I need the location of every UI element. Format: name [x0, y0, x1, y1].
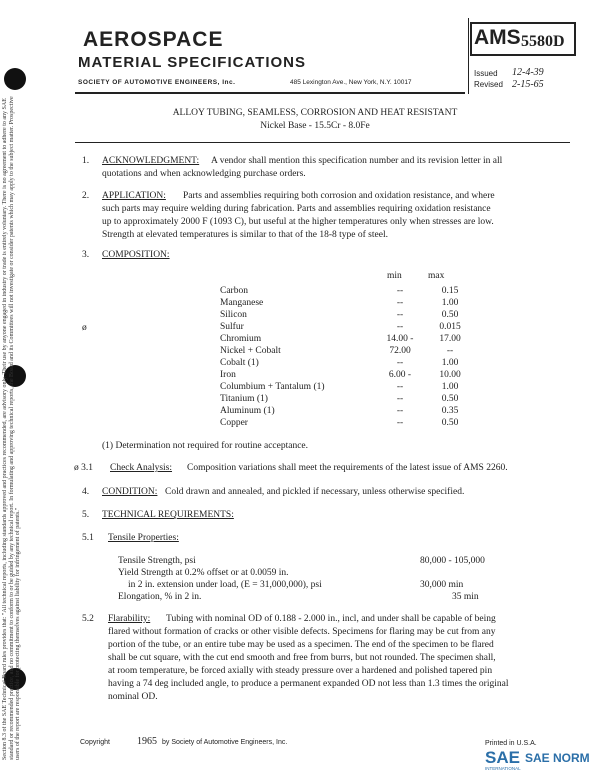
section-5-heading: TECHNICAL REQUIREMENTS: [102, 510, 234, 520]
composition-note: (1) Determination not required for routine acceptance. [102, 441, 309, 451]
section-5-1-number: 5.1 [82, 533, 94, 543]
composition-min: -- [396, 394, 404, 404]
composition-row [220, 370, 470, 382]
section-3-1-text: Composition variations shall meet the requirements of the latest issue of AMS 2260. [187, 463, 508, 473]
composition-element: Iron [220, 370, 236, 380]
footer-copyright: Copyright [80, 739, 110, 746]
section-5-2-number: 5.2 [82, 614, 94, 624]
composition-min: -- [396, 322, 404, 332]
composition-element: Chromium [220, 334, 262, 344]
revision-mark: ø [82, 323, 87, 333]
section-3-1-heading: Check Analysis: [110, 463, 173, 473]
section-5-1-heading: Tensile Properties: [108, 533, 179, 543]
composition-row [220, 394, 470, 406]
composition-min: -- [396, 310, 404, 320]
revised-date: 2-15-65 [512, 79, 544, 90]
composition-min: 14.00 - [386, 334, 414, 344]
society-name: SOCIETY OF AUTOMOTIVE ENGINEERS, Inc. [78, 79, 236, 86]
composition-min: -- [396, 358, 404, 368]
binder-hole [4, 68, 26, 90]
composition-row [220, 382, 470, 394]
section-5-2-line: at room temperature, be forced axially with steady pressure over a hardened and polished tapered pin [108, 666, 493, 676]
society-address: 485 Lexington Ave., New York, N.Y. 10017 [290, 79, 412, 86]
section-3-heading: COMPOSITION: [102, 250, 170, 260]
composition-max: 1.00 [441, 358, 459, 368]
composition-max: 10.00 [439, 370, 461, 380]
section-5-2-heading: Flarability: [108, 614, 151, 624]
composition-max: 17.00 [439, 334, 461, 344]
section-2-heading: APPLICATION: [102, 191, 166, 201]
title-rule [75, 142, 570, 143]
composition-element: Nickel + Cobalt [220, 346, 281, 356]
composition-row [220, 286, 470, 298]
composition-row [220, 418, 470, 430]
section-2-line: Parts and assemblies requiring both corrosion and oxidation resistance, and where [183, 191, 495, 201]
footer-year: 1965 [137, 736, 157, 747]
sae-norm-logo [485, 745, 595, 771]
composition-max: 0.015 [439, 322, 461, 332]
sae-logo-sub: INTERNATIONAL [485, 766, 521, 771]
composition-row [220, 322, 470, 334]
composition-max: 1.00 [441, 298, 459, 308]
composition-max: 1.00 [441, 382, 459, 392]
composition-max: -- [446, 346, 454, 356]
section-4-number: 4. [82, 487, 90, 497]
composition-element: Sulfur [220, 322, 244, 332]
yield-label: Yield Strength at 0.2% offset or at 0.0059 in. [118, 568, 289, 578]
tensile-label: Tensile Strength, psi [118, 556, 196, 566]
section-1-heading: ACKNOWLEDGMENT: [102, 156, 200, 166]
composition-min: -- [396, 418, 404, 428]
composition-row [220, 310, 470, 322]
yield-label-cont: in 2 in. extension under load, (E = 31,000,000), psi [128, 580, 322, 590]
composition-min: -- [396, 298, 404, 308]
composition-element: Cobalt (1) [220, 358, 259, 368]
section-3-number: 3. [82, 250, 90, 260]
composition-element: Silicon [220, 310, 247, 320]
composition-max: 0.15 [441, 286, 459, 296]
composition-min-header: min [387, 271, 402, 281]
section-3-1-number: ø 3.1 [74, 463, 93, 473]
tensile-value: 80,000 - 105,000 [420, 556, 485, 566]
composition-row [220, 358, 470, 370]
composition-row [220, 334, 470, 346]
composition-max: 0.35 [441, 406, 459, 416]
org-subtitle: MATERIAL SPECIFICATIONS [78, 54, 307, 71]
composition-element: Carbon [220, 286, 248, 296]
ams-label: AMS [474, 26, 521, 49]
header-rule [75, 92, 465, 94]
section-5-2-line: nominal OD. [108, 692, 158, 702]
revised-label: Revised [474, 80, 503, 89]
footer-publisher: by Society of Automotive Engineers, Inc. [162, 739, 288, 746]
yield-value: 30,000 min [420, 580, 464, 590]
elongation-value: 35 min [452, 592, 479, 602]
composition-row [220, 346, 470, 358]
composition-min: 72.00 [389, 346, 411, 356]
composition-element: Aluminum (1) [220, 406, 275, 416]
header-divider [468, 18, 469, 94]
section-5-2-line: having a 74 deg included angle, to produce a permanent expanded OD not less than 1.3 times the original [108, 679, 509, 689]
document-subtitle: Nickel Base - 15.5Cr - 8.0Fe [260, 121, 370, 131]
composition-min: -- [396, 382, 404, 392]
composition-min: -- [396, 406, 404, 416]
section-4-text: Cold drawn and annealed, and pickled if necessary, unless otherwise specified. [165, 487, 465, 497]
composition-max: 0.50 [441, 394, 459, 404]
section-5-2-line: portion of the tube, or an entire tube may be used as a specimen. The end of the specimen to be flared [108, 640, 494, 650]
composition-row [220, 406, 470, 418]
section-2-line: such parts may require welding during fabrication. Parts and assemblies requiring oxidation resistance [102, 204, 491, 214]
issued-date: 12-4-39 [512, 67, 544, 78]
section-2-number: 2. [82, 191, 90, 201]
ams-number: 5580D [521, 33, 565, 50]
section-1-line: quotations and when acknowledging purchase orders. [102, 169, 306, 179]
composition-row [220, 298, 470, 310]
sae-logo-text: SAE NORM [525, 751, 590, 765]
issued-label: Issued [474, 69, 498, 78]
section-5-2-line: Tubing with nominal OD of 0.188 - 2.000 in., incl, and under shall be capable of being [166, 614, 496, 624]
section-1-number: 1. [82, 156, 90, 166]
composition-element: Titanium (1) [220, 394, 268, 404]
composition-min: 6.00 - [388, 370, 412, 380]
section-5-2-line: flared without formation of cracks or other visible defects. Specimens for flaring may be cut from any [108, 627, 496, 637]
margin-disclaimer: Section 8.3 of the SAE Technical Board rules provides that: "All technical reports, including standards approved and practices recommended, are advisory only. Their use by anyone engaged in industry or trade is entirely voluntary. There is no agreement to adhere to any SAE standard or recommended practice, and no commitment to conform to or be guided by any technical report. In formulating and approving technical reports, the Board and its Committees will not investigate or consider patents which may apply to the subject matter. Prospective users of the report are responsible for protecting themselves against liability for infringement of patents." [2, 96, 21, 760]
section-2-line: Strength at elevated temperatures is similar to that of the 18-8 type of steel. [102, 230, 388, 240]
footer-printed: Printed in U.S.A. [485, 740, 537, 747]
composition-max: 0.50 [441, 418, 459, 428]
section-1-line: A vendor shall mention this specification number and its revision letter in all [211, 156, 503, 166]
section-5-2-line: shall be cut square, with the cut end smooth and free from burrs, but not rounded. The specimen shall, [108, 653, 496, 663]
section-4-heading: CONDITION: [102, 487, 158, 497]
composition-element: Columbium + Tantalum (1) [220, 382, 325, 392]
section-2-line: up to approximately 2000 F (1093 C), but useful at the higher temperatures only when stresses are low. [102, 217, 494, 227]
composition-element: Copper [220, 418, 248, 428]
composition-max-header: max [428, 271, 445, 281]
elongation-label: Elongation, % in 2 in. [118, 592, 202, 602]
org-title: AEROSPACE [83, 28, 224, 51]
composition-element: Manganese [220, 298, 264, 308]
document-title: ALLOY TUBING, SEAMLESS, CORROSION AND HEAT RESISTANT [172, 108, 458, 118]
sae-logo-mark: SAE [485, 748, 520, 767]
composition-min: -- [396, 286, 404, 296]
section-5-number: 5. [82, 510, 90, 520]
composition-max: 0.50 [441, 310, 459, 320]
